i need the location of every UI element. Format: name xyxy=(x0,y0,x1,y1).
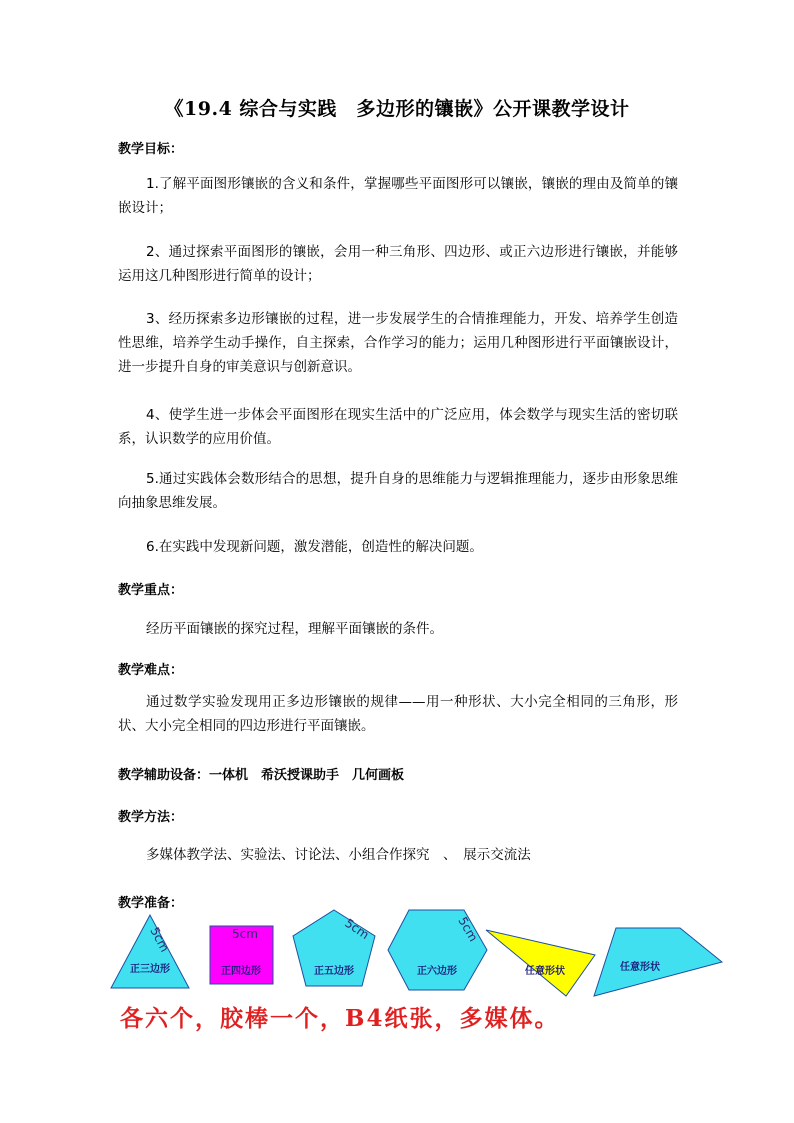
triangle-label: 正三边形 xyxy=(130,964,170,975)
triangle-polygon xyxy=(111,915,189,988)
objective-item: 5.通过实践体会数形结合的思想，提升自身的思维能力与逻辑推理能力，逐步由形象思维向抽象思维发展。 xyxy=(118,471,678,511)
objective-item: 6.在实践中发现新问题，激发潜能，创造性的解决问题。 xyxy=(146,539,483,555)
document-title: 《19.4 综合与实践 多边形的镶嵌》公开课教学设计 xyxy=(164,98,630,120)
arbitrary-quad-shape xyxy=(594,928,722,996)
hexagon-label: 正六边形 xyxy=(417,966,457,977)
objective-item: 2、通过探索平面图形的镶嵌，会用一种三角形、四边形、或正六边形进行镶嵌，并能够运用这几种图形进行简单的设计； xyxy=(118,244,678,284)
square-shape xyxy=(210,926,273,984)
preparation-slogan: 各六个，胶棒一个，B4纸张，多媒体。 xyxy=(120,1005,560,1032)
key-point-text: 经历平面镶嵌的探究过程，理解平面镶嵌的条件。 xyxy=(146,621,443,637)
difficulty-heading: 教学难点： xyxy=(118,663,184,678)
pentagon-dim: 5cm xyxy=(342,915,372,942)
methods-text: 多媒体教学法、实验法、讨论法、小组合作探究 、 展示交流法 xyxy=(146,847,531,863)
arbitrary-triangle-polygon xyxy=(486,930,595,996)
objective-item: 3、经历探索多边形镶嵌的过程，进一步发展学生的合情推理能力，开发、培养学生创造性思维，培养学生动手操作，自主探索，合作学习的能力；运用几种图形进行平面镶嵌设计，进一步提升自身的审美意识与创新意识。 xyxy=(118,311,678,375)
hexagon-shape xyxy=(388,910,487,990)
equipment-text: 教学辅助设备：一体机 希沃授课助手 几何画板 xyxy=(118,768,405,783)
objectives-heading: 教学目标： xyxy=(118,142,184,157)
hexagon-dim: 5cm xyxy=(455,914,481,944)
triangle-shape xyxy=(111,915,189,988)
pentagon-label: 正五边形 xyxy=(314,966,354,977)
shapes-illustration xyxy=(0,900,794,1010)
arbitrary-triangle-label: 任意形状 xyxy=(525,966,565,977)
objective-item: 4、使学生进一步体会平面图形在现实生活中的广泛应用，体会数学与现实生活的密切联系，认识数学的应用价值。 xyxy=(118,407,678,447)
methods-heading: 教学方法： xyxy=(118,810,184,825)
arbitrary-quad-label: 任意形状 xyxy=(620,962,660,973)
pentagon-shape xyxy=(293,910,375,986)
key-point-heading: 教学重点： xyxy=(118,583,184,598)
square-label: 正四边形 xyxy=(221,966,261,977)
square-dim: 5cm xyxy=(232,927,258,941)
preparation-heading: 教学准备： xyxy=(118,896,184,911)
objective-item: 1.了解平面图形镶嵌的含义和条件，掌握哪些平面图形可以镶嵌，镶嵌的理由及简单的镶嵌设计； xyxy=(118,176,678,216)
difficulty-text: 通过数学实验发现用正多边形镶嵌的规律——用一种形状、大小完全相同的三角形，形状、大小完全相同的四边形进行平面镶嵌。 xyxy=(118,694,678,734)
arbitrary-triangle-shape xyxy=(486,930,595,996)
triangle-dim: 5cm xyxy=(147,924,172,955)
